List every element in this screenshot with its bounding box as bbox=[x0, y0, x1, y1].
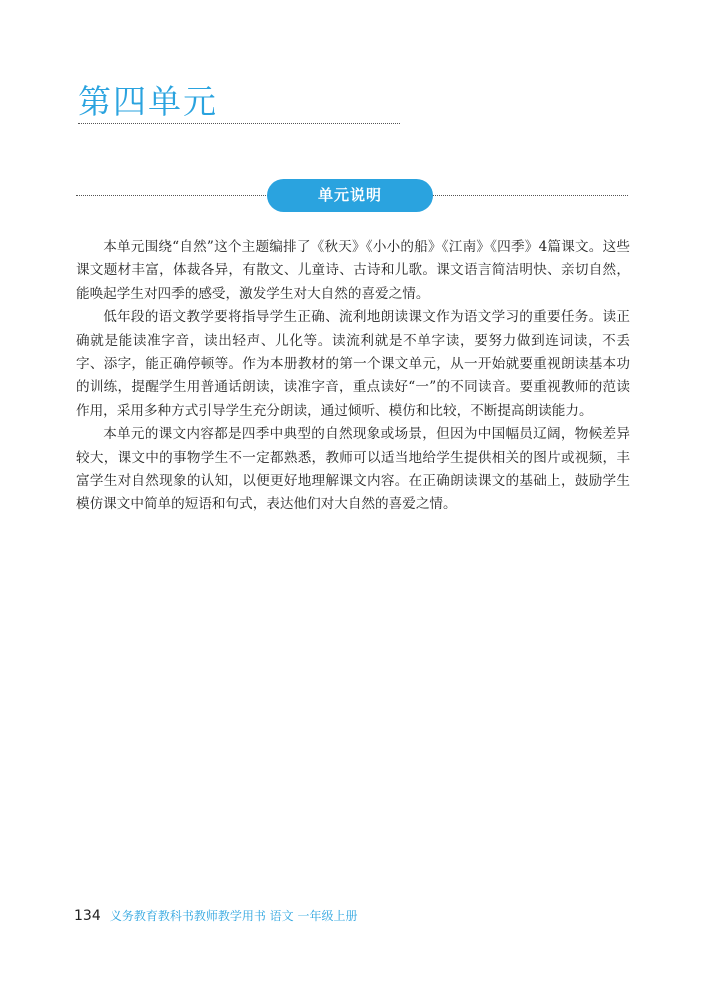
section-header bbox=[76, 179, 628, 213]
unit-title: 第四单元 bbox=[78, 82, 218, 121]
page-footer bbox=[74, 905, 357, 926]
title-divider bbox=[78, 123, 400, 124]
paragraph-1: 本单元围绕“自然”这个主题编排了《秋天》《小小的船》《江南》《四季》4篇课文。这些课文题材丰富，体裁各异，有散文、儿童诗、古诗和儿歌。课文语言简洁明快、亲切自然，能唤起学生对四季的感受，激发学生对大自然的喜爱之情。 bbox=[76, 239, 630, 302]
paragraph-3: 本单元的课文内容都是四季中典型的自然现象或场景，但因为中国幅员辽阔，物候差异较大，课文中的事物学生不一定都熟悉，教师可以适当地给学生提供相关的图片或视频，丰富学生对自然现象的认知，以便更好地理解课文内容。在正确朗读课文的基础上，鼓励学生模仿课文中简单的短语和句式，表达他们对大自然的喜爱之情。 bbox=[76, 426, 630, 513]
page-number: 134 bbox=[74, 908, 101, 924]
section-heading: 单元说明 bbox=[267, 179, 433, 212]
paragraph-2: 低年段的语文教学要将指导学生正确、流利地朗读课文作为语文学习的重要任务。读正确就是能读准字音，读出轻声、儿化等。读流利就是不单字读，要努力做到连词读，不丢字、添字，能正确停顿等。作为本册教材的第一个课文单元，从一开始就要重视朗读基本功的训练，提醒学生用普通话朗读，读准字音，重点读好“一”的不同读音。要重视教师的范读作用，采用多种方式引导学生充分朗读，通过倾听、模仿和比较，不断提高朗读能力。 bbox=[76, 309, 630, 419]
body-text bbox=[76, 236, 630, 517]
book-title: 义务教育教科书教师教学用书 语文 一年级上册 bbox=[109, 909, 358, 923]
